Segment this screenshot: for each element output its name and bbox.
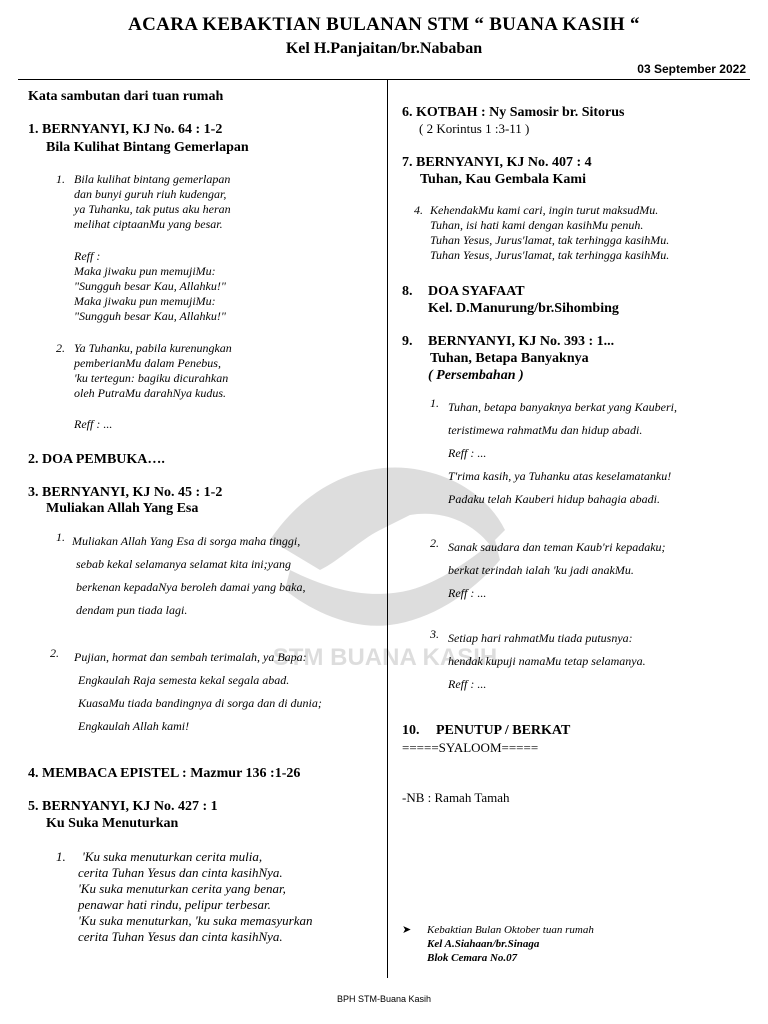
verse-number: 2. <box>50 646 59 660</box>
syaloom-text: =====SYALOOM===== <box>402 740 539 755</box>
watermark-text: STM BUANA KASIH <box>272 644 498 671</box>
section-9-verse-1 <box>448 396 677 511</box>
verse-line: Engkaulah Allah kami! <box>78 719 190 733</box>
next-host-name: Kel A.Siahaan/br.Sinaga <box>427 938 540 950</box>
section-7-verse-4 <box>430 203 669 263</box>
verse-line: 'Ku suka menuturkan, 'ku suka memasyurkan <box>78 913 313 928</box>
section-1-reff <box>74 249 226 324</box>
verse-line: dendam pun tiada lagi. <box>76 603 188 617</box>
verse-number: 2. <box>56 341 65 355</box>
verse-line: KehendakMu kami cari, ingin turut maksudMu. <box>430 203 659 217</box>
verse-line: KuasaMu tiada bandingnya di sorga dan di dunia; <box>78 696 322 710</box>
verse-line: oleh PutraMu darahNya kudus. <box>74 386 226 400</box>
verse-number: 1. <box>430 396 439 410</box>
intro-text: Kata sambutan dari tuan rumah <box>28 89 224 104</box>
verse-line: Tuhan Yesus, Jurus'lamat, tak terhingga kasihMu. <box>430 233 670 247</box>
page-subtitle: Kel H.Panjaitan/br.Nababan <box>285 40 483 57</box>
verse-line: T'rima kasih, ya Tuhanku atas keselamatanku! <box>448 469 672 483</box>
next-service-note <box>427 923 594 965</box>
section-3-verse-1 <box>72 530 306 622</box>
verse-line: teristimewa rahmatMu dan hidup abadi. <box>448 423 643 437</box>
verse-line: hendak kupuji namaMu tetap selamanya. <box>448 654 646 668</box>
verse-line: Engkaulah Raja semesta kekal segala abad. <box>78 673 290 687</box>
verse-line: cerita Tuhan Yesus dan cinta kasihNya. <box>78 865 283 880</box>
verse-line: Pujian, hormat dan sembah terimalah, ya Bapa: <box>74 650 307 664</box>
verse-line: Reff : ... <box>448 677 487 691</box>
reff-line: "Sungguh besar Kau, Allahku!" <box>74 309 226 323</box>
verse-line: 'Ku suka menuturkan cerita mulia, <box>82 849 263 864</box>
reff-line: "Sungguh besar Kau, Allahku!" <box>74 279 226 293</box>
next-service-line: Kebaktian Bulan Oktober tuan rumah <box>427 924 594 936</box>
section-6-heading: 6. KOTBAH : Ny Samosir br. Sitorus <box>402 105 625 120</box>
verse-number: 1. <box>56 172 65 186</box>
section-7-heading: 7. BERNYANYI, KJ No. 407 : 4 <box>402 155 592 170</box>
verse-line: Padaku telah Kauberi hidup bahagia abadi. <box>448 492 660 506</box>
section-3-song-title: Muliakan Allah Yang Esa <box>46 501 199 516</box>
verse-line: Ya Tuhanku, pabila kurenungkan <box>74 341 232 355</box>
verse-line: Tuhan, isi hati kami dengan kasihMu penuh. <box>430 218 644 232</box>
section-1-song-title: Bila Kulihat Bintang Gemerlapan <box>46 140 249 155</box>
verse-line: penawar hati rindu, pelipur terbesar. <box>78 897 271 912</box>
nb-note: -NB : Ramah Tamah <box>402 790 510 805</box>
section-5-song-title: Ku Suka Menuturkan <box>46 816 179 831</box>
section-2-heading: 2. DOA PEMBUKA…. <box>28 452 165 467</box>
verse-line: Muliakan Allah Yang Esa di sorga maha tinggi, <box>72 534 301 548</box>
section-6-scripture-ref: ( 2 Korintus 1 :3-11 ) <box>419 121 530 136</box>
verse-number: 2. <box>430 536 439 550</box>
verse-line: Bila kulihat bintang gemerlapan <box>74 172 231 186</box>
section-9-heading: BERNYANYI, KJ No. 393 : 1... <box>428 334 615 349</box>
verse-line: dan bunyi guruh riuh kudengar, <box>74 187 227 201</box>
section-9-number: 9. <box>402 334 413 349</box>
verse-line: Reff : ... <box>448 446 487 460</box>
verse-line: Tuhan Yesus, Jurus'lamat, tak terhingga kasihMu. <box>430 248 670 262</box>
verse-line: berkat terindah ialah 'ku jadi anakMu. <box>448 563 634 577</box>
verse-number: 3. <box>430 627 439 641</box>
verse-line: cerita Tuhan Yesus dan cinta kasihNya. <box>78 929 283 944</box>
section-1-heading: 1. BERNYANYI, KJ No. 64 : 1-2 <box>28 122 223 137</box>
verse-line: melihat ciptaanMu yang besar. <box>74 217 223 231</box>
verse-line: ya Tuhanku, tak putus aku heran <box>74 202 231 216</box>
verse-number: 1. <box>56 849 66 864</box>
section-3-verse-2 <box>74 646 322 738</box>
page-title: ACARA KEBAKTIAN BULANAN STM “ BUANA KASIH “ <box>128 14 640 35</box>
verse-number: 4. <box>414 203 423 217</box>
section-7-song-title: Tuhan, Kau Gembala Kami <box>420 172 586 187</box>
section-9-song-title: Tuhan, Betapa Banyaknya <box>430 351 589 366</box>
verse-line: berkenan kepadaNya beroleh damai yang baka, <box>76 580 306 594</box>
verse-line: 'ku tertegun: bagiku dicurahkan <box>74 371 229 385</box>
section-10-number: 10. <box>402 723 420 738</box>
next-host-address: Blok Cemara No.07 <box>427 952 518 964</box>
footer-text: BPH STM-Buana Kasih <box>336 994 432 1004</box>
section-9-verse-2 <box>448 536 666 605</box>
verse-number: 1. <box>56 530 65 544</box>
reff-label: Reff : <box>74 249 101 263</box>
section-8-heading: DOA SYAFAAT <box>428 284 525 299</box>
section-5-verse-1 <box>78 849 312 945</box>
verse-line: pemberianMu dalam Penebus, <box>74 356 221 370</box>
section-4-heading: 4. MEMBACA EPISTEL : Mazmur 136 :1-26 <box>28 766 301 781</box>
section-1-reff-short: Reff : ... <box>74 417 113 431</box>
verse-line: Tuhan, betapa banyaknya berkat yang Kauberi, <box>448 400 677 414</box>
reff-line: Maka jiwaku pun memujiMu: <box>74 264 216 278</box>
verse-line: 'Ku suka menuturkan cerita yang benar, <box>78 881 286 896</box>
event-date: 03 September 2022 <box>637 62 746 76</box>
verse-line: Reff : ... <box>448 586 487 600</box>
section-9-note: ( Persembahan ) <box>428 368 524 383</box>
verse-line: Sanak saudara dan teman Kaub'ri kepadaku; <box>448 540 666 554</box>
section-1-verse-1 <box>74 172 231 232</box>
section-9-verse-3 <box>448 627 646 696</box>
section-1-verse-2 <box>74 341 232 401</box>
section-10-heading: PENUTUP / BERKAT <box>436 723 571 738</box>
arrow-bullet-icon: ➤ <box>402 924 412 936</box>
section-8-name: Kel. D.Manurung/br.Sihombing <box>428 301 619 316</box>
section-8-number: 8. <box>402 284 413 299</box>
verse-line: sebab kekal selamanya selamat kita ini;yang <box>76 557 291 571</box>
verse-line: Setiap hari rahmatMu tiada putusnya: <box>448 631 633 645</box>
section-5-heading: 5. BERNYANYI, KJ No. 427 : 1 <box>28 799 218 814</box>
section-3-heading: 3. BERNYANYI, KJ No. 45 : 1-2 <box>28 485 223 500</box>
header-divider <box>18 79 750 80</box>
reff-line: Maka jiwaku pun memujiMu: <box>74 294 216 308</box>
